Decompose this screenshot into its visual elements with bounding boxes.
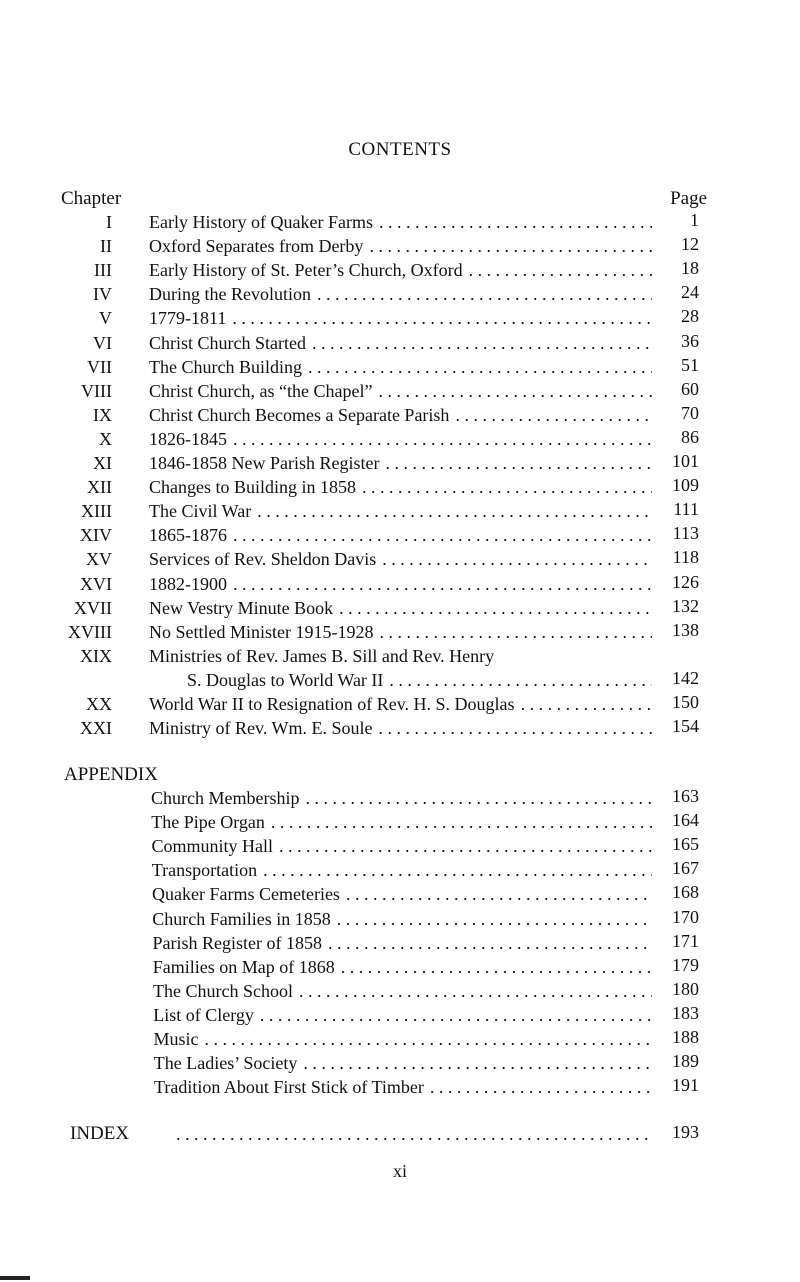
index-page-number: 193 — [672, 1122, 699, 1142]
chapter-title: Christ Church, as “the Chapel” — [149, 380, 373, 401]
chapter-number: VIII — [81, 380, 112, 401]
chapter-title: World War II to Resignation of Rev. H. S. Douglas — [149, 694, 515, 714]
chapter-column-header: Chapter — [61, 188, 122, 209]
chapter-number: XVI — [80, 573, 112, 594]
dot-leader — [317, 282, 652, 306]
dot-leader — [362, 475, 652, 499]
chapter-page-number: 28 — [681, 306, 699, 327]
dot-leader — [378, 379, 652, 403]
chapter-page-number: 150 — [672, 692, 699, 712]
appendix-page-number: 191 — [672, 1075, 699, 1096]
chapter-title-continuation: S. Douglas to World War II — [187, 669, 384, 690]
dot-leader — [305, 786, 652, 810]
chapter-page-number: 1 — [690, 210, 699, 230]
chapter-title: Christ Church Becomes a Separate Parish — [149, 404, 450, 425]
dot-leader — [308, 355, 652, 379]
appendix-item-title: The Church School — [153, 980, 293, 1001]
chapter-page-number: 18 — [681, 258, 699, 279]
chapter-number: XIV — [80, 525, 112, 546]
dot-leader — [346, 882, 652, 906]
chapter-page-number: 113 — [672, 523, 699, 544]
dot-leader — [233, 572, 652, 596]
chapter-row[interactable] — [0, 331, 800, 355]
chapter-row[interactable] — [0, 644, 800, 668]
chapter-page-number: 138 — [672, 619, 699, 640]
chapter-number: II — [100, 236, 112, 257]
chapter-title: Ministries of Rev. James B. Sill and Rev. Henry — [149, 645, 495, 666]
appendix-row[interactable] — [0, 1051, 800, 1075]
appendix-page-number: 165 — [672, 834, 699, 855]
chapter-title: New Vestry Minute Book — [149, 597, 334, 618]
dot-leader — [260, 1003, 652, 1027]
chapter-title: The Civil War — [149, 501, 252, 522]
chapter-title: Early History of St. Peter’s Church, Oxford — [149, 260, 463, 281]
chapter-row[interactable] — [0, 282, 800, 306]
chapter-row[interactable] — [0, 716, 800, 740]
dot-leader — [176, 1122, 652, 1146]
chapter-row[interactable] — [0, 499, 800, 523]
dot-leader — [341, 955, 652, 979]
appendix-item-title: Music — [153, 1029, 199, 1049]
appendix-row[interactable] — [0, 1027, 800, 1051]
appendix-row[interactable] — [0, 907, 800, 931]
appendix-item-title: Quaker Farms Cemeteries — [152, 884, 340, 905]
dot-leader — [205, 1027, 653, 1051]
page-title: CONTENTS — [348, 139, 452, 160]
chapter-page-number: 24 — [681, 282, 699, 303]
appendix-page-number: 171 — [672, 930, 699, 951]
chapter-title: 1882-1900 — [149, 573, 227, 594]
dot-leader — [455, 403, 652, 427]
chapter-row[interactable] — [0, 427, 800, 451]
appendix-page-number: 188 — [672, 1027, 699, 1047]
chapter-page-number: 132 — [672, 595, 699, 616]
chapter-row[interactable] — [0, 306, 800, 330]
appendix-item-title: Families on Map of 1868 — [152, 956, 335, 977]
chapter-page-number: 109 — [672, 475, 699, 496]
chapter-number: XXI — [80, 718, 112, 739]
chapter-number: I — [106, 212, 112, 232]
chapter-title: 1779-1811 — [149, 308, 227, 329]
appendix-row[interactable] — [0, 1003, 800, 1027]
chapter-title: During the Revolution — [149, 284, 311, 305]
dot-leader — [469, 258, 652, 282]
appendix-label: APPENDIX — [64, 764, 158, 785]
chapter-number: XVII — [74, 597, 112, 618]
dot-leader — [312, 331, 652, 355]
dot-leader — [521, 692, 652, 716]
appendix-row[interactable] — [0, 979, 800, 1003]
chapter-title: 1826-1845 — [149, 428, 227, 449]
dot-leader — [379, 210, 652, 234]
chapter-page-number: 86 — [681, 426, 699, 447]
dot-leader — [385, 451, 652, 475]
chapter-number: X — [99, 428, 112, 449]
dot-leader — [279, 834, 652, 858]
appendix-item-title: Parish Register of 1858 — [152, 932, 322, 953]
dot-leader — [430, 1075, 652, 1099]
chapter-row[interactable] — [0, 451, 800, 475]
appendix-page-number: 168 — [672, 882, 699, 903]
chapter-row[interactable] — [0, 572, 800, 596]
dot-leader — [379, 620, 652, 644]
appendix-item-title: Church Membership — [151, 788, 300, 808]
dot-leader — [299, 979, 652, 1003]
chapter-number: V — [99, 308, 112, 329]
chapter-title: 1865-1876 — [149, 525, 227, 546]
chapter-row[interactable] — [0, 547, 800, 571]
chapter-title: Early History of Quaker Farms — [149, 212, 373, 232]
appendix-item-title: Community Hall — [151, 836, 273, 857]
chapter-number: XVIII — [68, 621, 112, 642]
appendix-page-number: 180 — [672, 978, 699, 999]
chapter-number: VI — [93, 332, 112, 353]
chapter-page-number: 51 — [681, 354, 699, 375]
appendix-item-title: List of Clergy — [153, 1004, 254, 1025]
appendix-page-number: 179 — [672, 954, 699, 975]
chapter-number: III — [94, 260, 112, 281]
chapter-row[interactable] — [0, 523, 800, 547]
chapter-number: VII — [87, 356, 112, 377]
chapter-page-number: 118 — [672, 547, 699, 568]
chapter-number: XII — [87, 477, 112, 498]
appendix-item-title: The Ladies’ Society — [153, 1053, 298, 1074]
chapter-row[interactable] — [0, 355, 800, 379]
chapter-number: IX — [93, 404, 112, 425]
appendix-item-title: Tradition About First Stick of Timber — [154, 1077, 424, 1098]
chapter-page-number: 154 — [672, 716, 699, 737]
dot-leader — [232, 306, 652, 330]
dot-leader — [382, 547, 652, 571]
chapter-title-continuation-row[interactable] — [0, 668, 800, 692]
chapter-row[interactable] — [0, 692, 800, 716]
appendix-page-number: 167 — [672, 858, 699, 879]
chapter-title: Ministry of Rev. Wm. E. Soule — [149, 718, 373, 739]
appendix-row[interactable] — [0, 955, 800, 979]
chapter-number: XV — [86, 549, 112, 570]
chapter-row[interactable] — [0, 620, 800, 644]
appendix-row[interactable] — [0, 1075, 800, 1099]
dot-leader — [337, 907, 652, 931]
chapter-title: Christ Church Started — [149, 332, 306, 353]
dot-leader — [339, 596, 652, 620]
chapter-number: XX — [86, 694, 112, 714]
dot-leader — [369, 234, 652, 258]
dot-leader — [233, 523, 652, 547]
dot-leader — [263, 858, 652, 882]
chapter-page-number: 111 — [673, 499, 699, 520]
appendix-row[interactable] — [0, 834, 800, 858]
appendix-page-number: 170 — [672, 906, 699, 927]
chapter-number: IV — [93, 284, 112, 305]
appendix-item-title: The Pipe Organ — [151, 812, 265, 833]
appendix-page-number: 164 — [672, 810, 699, 831]
appendix-page-number: 163 — [672, 786, 699, 806]
appendix-page-number: 183 — [672, 1002, 699, 1023]
chapter-number: XIII — [81, 501, 112, 522]
chapter-title: No Settled Minister 1915-1928 — [149, 621, 374, 642]
chapter-page-number: 101 — [672, 451, 699, 471]
chapter-title: The Church Building — [149, 356, 302, 377]
chapter-page-number: 12 — [681, 234, 699, 255]
page-column-header: Page — [670, 188, 707, 209]
dot-leader — [257, 499, 652, 523]
chapter-number: XIX — [80, 645, 112, 666]
appendix-row[interactable] — [0, 810, 800, 834]
chapter-title: 1846-1858 New Parish Register — [149, 453, 380, 473]
dot-leader — [389, 668, 652, 692]
appendix-row[interactable] — [0, 858, 800, 882]
chapter-title: Services of Rev. Sheldon Davis — [149, 549, 377, 570]
chapter-title: Oxford Separates from Derby — [149, 236, 364, 257]
appendix-item-title: Church Families in 1858 — [152, 908, 331, 929]
appendix-page-number: 189 — [672, 1051, 699, 1072]
index-row[interactable] — [0, 1122, 800, 1146]
appendix-row[interactable] — [0, 931, 800, 955]
chapter-row[interactable] — [0, 210, 800, 234]
dot-leader — [328, 931, 652, 955]
chapter-row[interactable] — [0, 403, 800, 427]
chapter-number: XI — [93, 453, 112, 473]
chapter-page-number: 60 — [681, 378, 699, 399]
chapter-row[interactable] — [0, 475, 800, 499]
chapter-page-number: 126 — [672, 571, 699, 592]
dot-leader — [271, 810, 652, 834]
dot-leader — [233, 427, 652, 451]
chapter-page-number: 142 — [672, 667, 699, 688]
scan-mark — [0, 1276, 30, 1280]
page-folio: xi — [392, 1161, 407, 1181]
chapter-row[interactable] — [0, 596, 800, 620]
chapter-row[interactable] — [0, 258, 800, 282]
chapter-row[interactable] — [0, 234, 800, 258]
appendix-item-title: Transportation — [151, 860, 258, 881]
chapter-page-number: 36 — [681, 330, 699, 351]
appendix-row[interactable] — [0, 882, 800, 906]
chapter-title: Changes to Building in 1858 — [149, 477, 356, 498]
index-label: INDEX — [70, 1123, 130, 1144]
dot-leader — [303, 1051, 652, 1075]
appendix-row[interactable] — [0, 786, 800, 810]
chapter-row[interactable] — [0, 379, 800, 403]
chapter-page-number: 70 — [681, 402, 699, 423]
dot-leader — [379, 716, 653, 740]
